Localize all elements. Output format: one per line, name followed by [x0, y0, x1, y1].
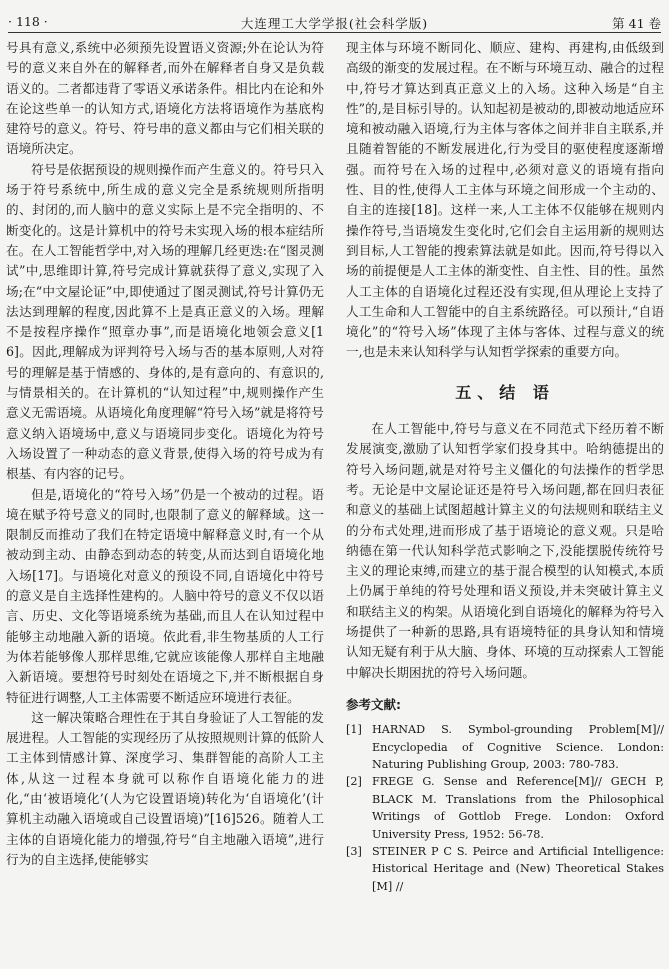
reference-item [346, 721, 664, 773]
reference-item [346, 773, 664, 843]
reference-number: [2] [346, 775, 362, 789]
conclusion-paragraph: 在人工智能中,符号与意义在不同范式下经历着不断发展演变,激励了认知哲学家们投身其中。哈纳德提出的符号入场问题,就是对符号主义僵化的句法操作的哲学思考。无论是中文屋论证还是符号入场问题,都在回归表征和意义的基础上试图超越计算主义的句法规则和联结主义的分布式处理,进而形成了基于语境论的意义观。只是哈纳德在第一代认知科学范式影响之下,没能摆脱传统符号主义的理论束缚,而建立的基于混合模型的认知模式,本质上仍属于单纯的符号处理和语义预设,并未突破计算主义和联结主义的构架。从语境化到自语境化的解释为符号入场提供了一种新的思路,具有语境特征的具身认知和情境认知无疑有利于从大脑、身体、环境的互动探索人工智能中解决长期困扰的符号入场问题。 [346, 421, 664, 680]
page-header [8, 8, 661, 33]
references-heading: 参考文献: [346, 696, 401, 712]
journal-title: 大连理工大学学报(社会科学版) [240, 16, 429, 31]
reference-number: [1] [346, 723, 362, 737]
paragraph: 号具有意义,系统中必须预先设置语义资源;外在论认为符号的意义来自外在的解释者,而外在解释者自身又是负载语义的。二者都违背了零语义承诺条件。相比内在论和外在论这些单一的认知方式,语境化方法将语境作为基底构建符号的意义。符号、符号串的意义都由与它们相关联的语境所决定。 [6, 40, 324, 157]
left-column [6, 38, 324, 963]
volume-label: 第 41 卷 [612, 16, 661, 31]
paragraph: 这一解决策略合理性在于其自身验证了人工智能的发展进程。人工智能的实现经历了从按照规则计算的低阶人工主体到情感计算、深度学习、集群智能的高阶人工主体,从这一过程本身就可以称作自语境化能力的进化,“由‘被语境化’(人为它设置语境)转化为‘自语境化’(计算机主动融入语境或自己设置语境)”[16]526。随着人工主体的自语境化能力的增强,符号“自主地融入语境”,进行行为的自主选择,使能够实 [6, 709, 324, 867]
reference-text: STEINER P C S. Peirce and Artificial Intelligence: Historical Heritage and (New) Theoretical Stakes [M] // [372, 845, 664, 893]
paragraph: 符号是依据预设的规则操作而产生意义的。符号只入场于符号系统中,所生成的意义完全是系统规则所指明的、封闭的,而人脑中的意义实际上是不完全指明的、不断变化的。这是计算机中的符号未实现入场的根本症结所在。在人工智能哲学中,对入场的理解几经更迭:在“图灵测试”中,思维即计算,符号完成计算就获得了意义,实现了入场;在“中文屋论证”中,即使通过了图灵测试,符号计算仍无法达到理解的程度,因此算不上是真正意义的入场。理解不是按程序操作“照章办事”,而是语境化地领会意义[16]。因此,理解成为评判符号入场与否的基本原则,人对符号的理解是基于情感的、身体的,是有意向的、有意识的,与情景相关的。在计算机的“认知过程”中,规则操作产生意义无需语境。从语境化角度理解“符号入场”就是将符号意义纳入语境场中,意义与语境同步变化。语境化为符号入场设置了一种动态的意义背景,使得入场的符号成为有根基、有内容的记号。 [6, 161, 324, 482]
paragraph: 但是,语境化的“符号入场”仍是一个被动的过程。语境在赋予符号意义的同时,也限制了意义的解释域。这一限制反而推动了我们在特定语境中解释意义时,有一个从被动到主动、由静态到动态的转变,从而达到自语境化地入场[17]。与语境化对意义的预设不同,自语境化中符号的意义是自主选择性建构的。人脑中符号的意义不仅以语言、历史、文化等语境系统为基础,而且人在认知过程中能够主动地融入新的语境。依此看,非生物基质的人工行为体若能够像人那样思维,它就应该能像人那样自主地融入新语境。要想符号时刻处在语境之下,并不断根据自身特征进行调整,人工主体需要不断适应环境进行表征。 [6, 486, 324, 705]
paragraph: 现主体与环境不断同化、顺应、建构、再建构,由低级到高级的渐变的发展过程。在不断与环境互动、融合的过程中,符号才算达到真正意义上的入场。这种入场是“自主性”的,是目标引导的。认知起初是被动的,即被动地适应环境和被动融入语境,行为主体与客体之间并非自主联系,并且随着智能的不断发展进化,行为受目的驱使程度逐渐增强。而符号在入场的过程中,必须对意义的语境有指向性、目的性,使得人工主体与环境之间形成一个主动的、自主的连接[18]。这样一来,人工主体不仅能够在规则内操作符号,当语境发生变化时,它们会自主运用新的规则达到目标,人工智能的搜索算法就是如此。因而,符号得以入场的前提便是人工主体的渐变性、自主性、目的性。虽然人工主体的自语境化过程还没有实现,但从理论上支持了人工生命和人工智能中的自主系统路径。可以预计,“自语境化”的“符号入场”体现了主体与客体、过程与意义的统一,也是未来认知科学与认知哲学探索的重要方向。 [346, 40, 664, 360]
reference-text: HARNAD S. Symbol-grounding Problem[M]// Encyclopedia of Cognitive Science. London: Naturing Publishing Group, 2003: 780-783. [372, 723, 664, 772]
right-column [346, 38, 664, 963]
reference-number: [3] [346, 845, 362, 859]
page-number: · 118 · [8, 14, 48, 29]
reference-item [346, 843, 664, 895]
reference-text: FREGE G. Sense and Reference[M]// GECH P, BLACK M. Translations from the Philosophical Writings of Gottlob Frege. London: Oxford University Press, 1952: 56-78. [372, 775, 664, 841]
section-title: 五、结 语 [455, 382, 555, 402]
